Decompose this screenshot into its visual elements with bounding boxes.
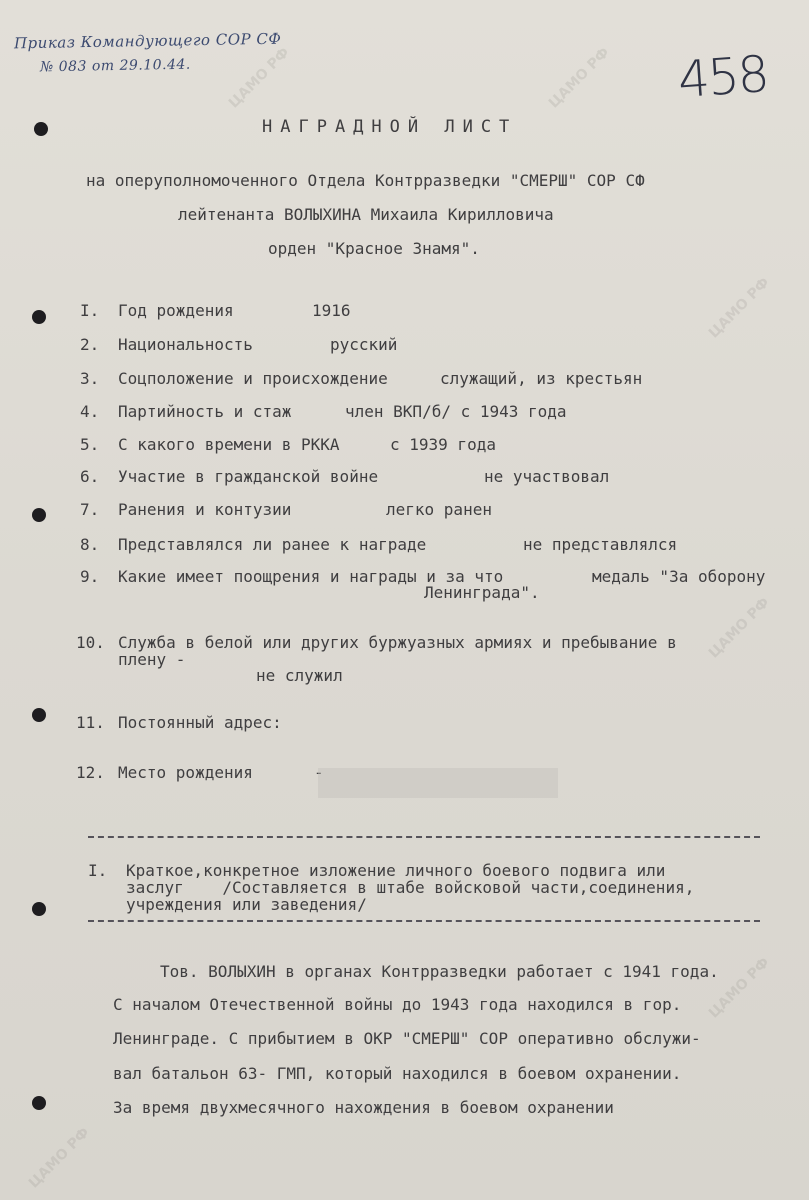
field-value: русский xyxy=(330,335,398,354)
field-number: 5. xyxy=(80,435,100,454)
field-label-continued: плену - xyxy=(118,650,186,669)
section-number: I. xyxy=(88,861,108,880)
subtitle-line: на оперуполномоченного Отдела Контрразведки "СМЕРШ" СОР СФ xyxy=(86,171,645,190)
order-note: Приказ Командующего СОР СФ xyxy=(13,29,282,53)
field-label: Год рождения xyxy=(118,301,234,320)
field-value: с 1939 года xyxy=(390,435,496,454)
field-label: Постоянный адрес: xyxy=(118,713,282,732)
narrative-line: За время двухмесячного нахождения в боевом охранении xyxy=(113,1098,614,1117)
narrative-line: вал батальон 63- ГМП, который находился в боевом охранении. xyxy=(113,1064,682,1083)
punch-hole xyxy=(32,902,46,916)
order-number: № 083 от 29.10.44. xyxy=(39,56,191,76)
redacted-area xyxy=(318,768,558,798)
field-label: Соцположение и происхождение xyxy=(118,369,388,388)
punch-hole xyxy=(32,1096,46,1110)
field-value: не представлялся xyxy=(523,535,678,554)
field-label: Национальность xyxy=(118,335,253,354)
punch-hole xyxy=(34,122,48,136)
field-value: служащий, из крестьян xyxy=(440,369,643,388)
field-number: 10. xyxy=(76,633,105,652)
page-number: 458 xyxy=(676,44,770,110)
field-label: Служба в белой или других буржуазных армиях и пребывание в xyxy=(118,633,677,652)
section-heading-line: заслуг /Составляется в штабе войсковой части,соединения, xyxy=(126,878,695,897)
field-value: медаль "За оборону xyxy=(592,567,766,586)
field-label: Партийность и стаж xyxy=(118,402,292,421)
field-number: 11. xyxy=(76,713,105,732)
field-label: Представлялся ли ранее к награде xyxy=(118,535,427,554)
watermark: ЦАМО РФ xyxy=(705,954,773,1022)
watermark: ЦАМО РФ xyxy=(545,44,613,112)
narrative-line: Ленинграде. С прибытием в ОКР "СМЕРШ" СОР оперативно обслужи- xyxy=(113,1029,701,1048)
watermark: ЦАМО РФ xyxy=(25,1124,93,1192)
field-number: 4. xyxy=(80,402,100,421)
dashed-separator xyxy=(88,920,760,922)
field-number: 7. xyxy=(80,500,100,519)
watermark: ЦАМО РФ xyxy=(705,274,773,342)
dashed-separator xyxy=(88,836,760,838)
narrative-line: Тов. ВОЛЫХИН в органах Контрразведки работает с 1941 года. xyxy=(160,962,719,981)
field-number: 3. xyxy=(80,369,100,388)
field-number: 2. xyxy=(80,335,100,354)
field-value: - xyxy=(314,763,324,782)
field-number: 9. xyxy=(80,567,100,586)
field-label: Участие в гражданской войне xyxy=(118,467,379,486)
subtitle-line: лейтенанта ВОЛЫХИНА Михаила Кирилловича xyxy=(178,205,554,224)
field-number: 6. xyxy=(80,467,100,486)
field-label: С какого времени в РККА xyxy=(118,435,340,454)
narrative-line: С началом Отечественной войны до 1943 года находился в гор. xyxy=(113,995,682,1014)
punch-hole xyxy=(32,310,46,324)
document-title: НАГРАДНОЙ ЛИСТ xyxy=(262,117,518,137)
field-label: Какие имеет поощрения и награды и за что xyxy=(118,567,504,586)
field-value-continued: Ленинграда". xyxy=(424,583,540,602)
watermark: ЦАМО РФ xyxy=(225,44,293,112)
field-number: 8. xyxy=(80,535,100,554)
field-value: не участвовал xyxy=(484,467,610,486)
subtitle-line: орден "Красное Знамя". xyxy=(268,239,480,258)
field-value: не служил xyxy=(256,666,343,685)
field-number: I. xyxy=(80,301,100,320)
field-label: Место рождения xyxy=(118,763,253,782)
field-value: легко ранен xyxy=(386,500,492,519)
punch-hole xyxy=(32,508,46,522)
section-heading-line: Краткое,конкретное изложение личного боевого подвига или xyxy=(126,861,666,880)
field-value: член ВКП/б/ с 1943 года xyxy=(345,402,567,421)
section-heading-line: учреждения или заведения/ xyxy=(126,895,367,914)
field-label: Ранения и контузии xyxy=(118,500,292,519)
field-value: 1916 xyxy=(312,301,351,320)
watermark: ЦАМО РФ xyxy=(705,594,773,662)
punch-hole xyxy=(32,708,46,722)
field-number: 12. xyxy=(76,763,105,782)
